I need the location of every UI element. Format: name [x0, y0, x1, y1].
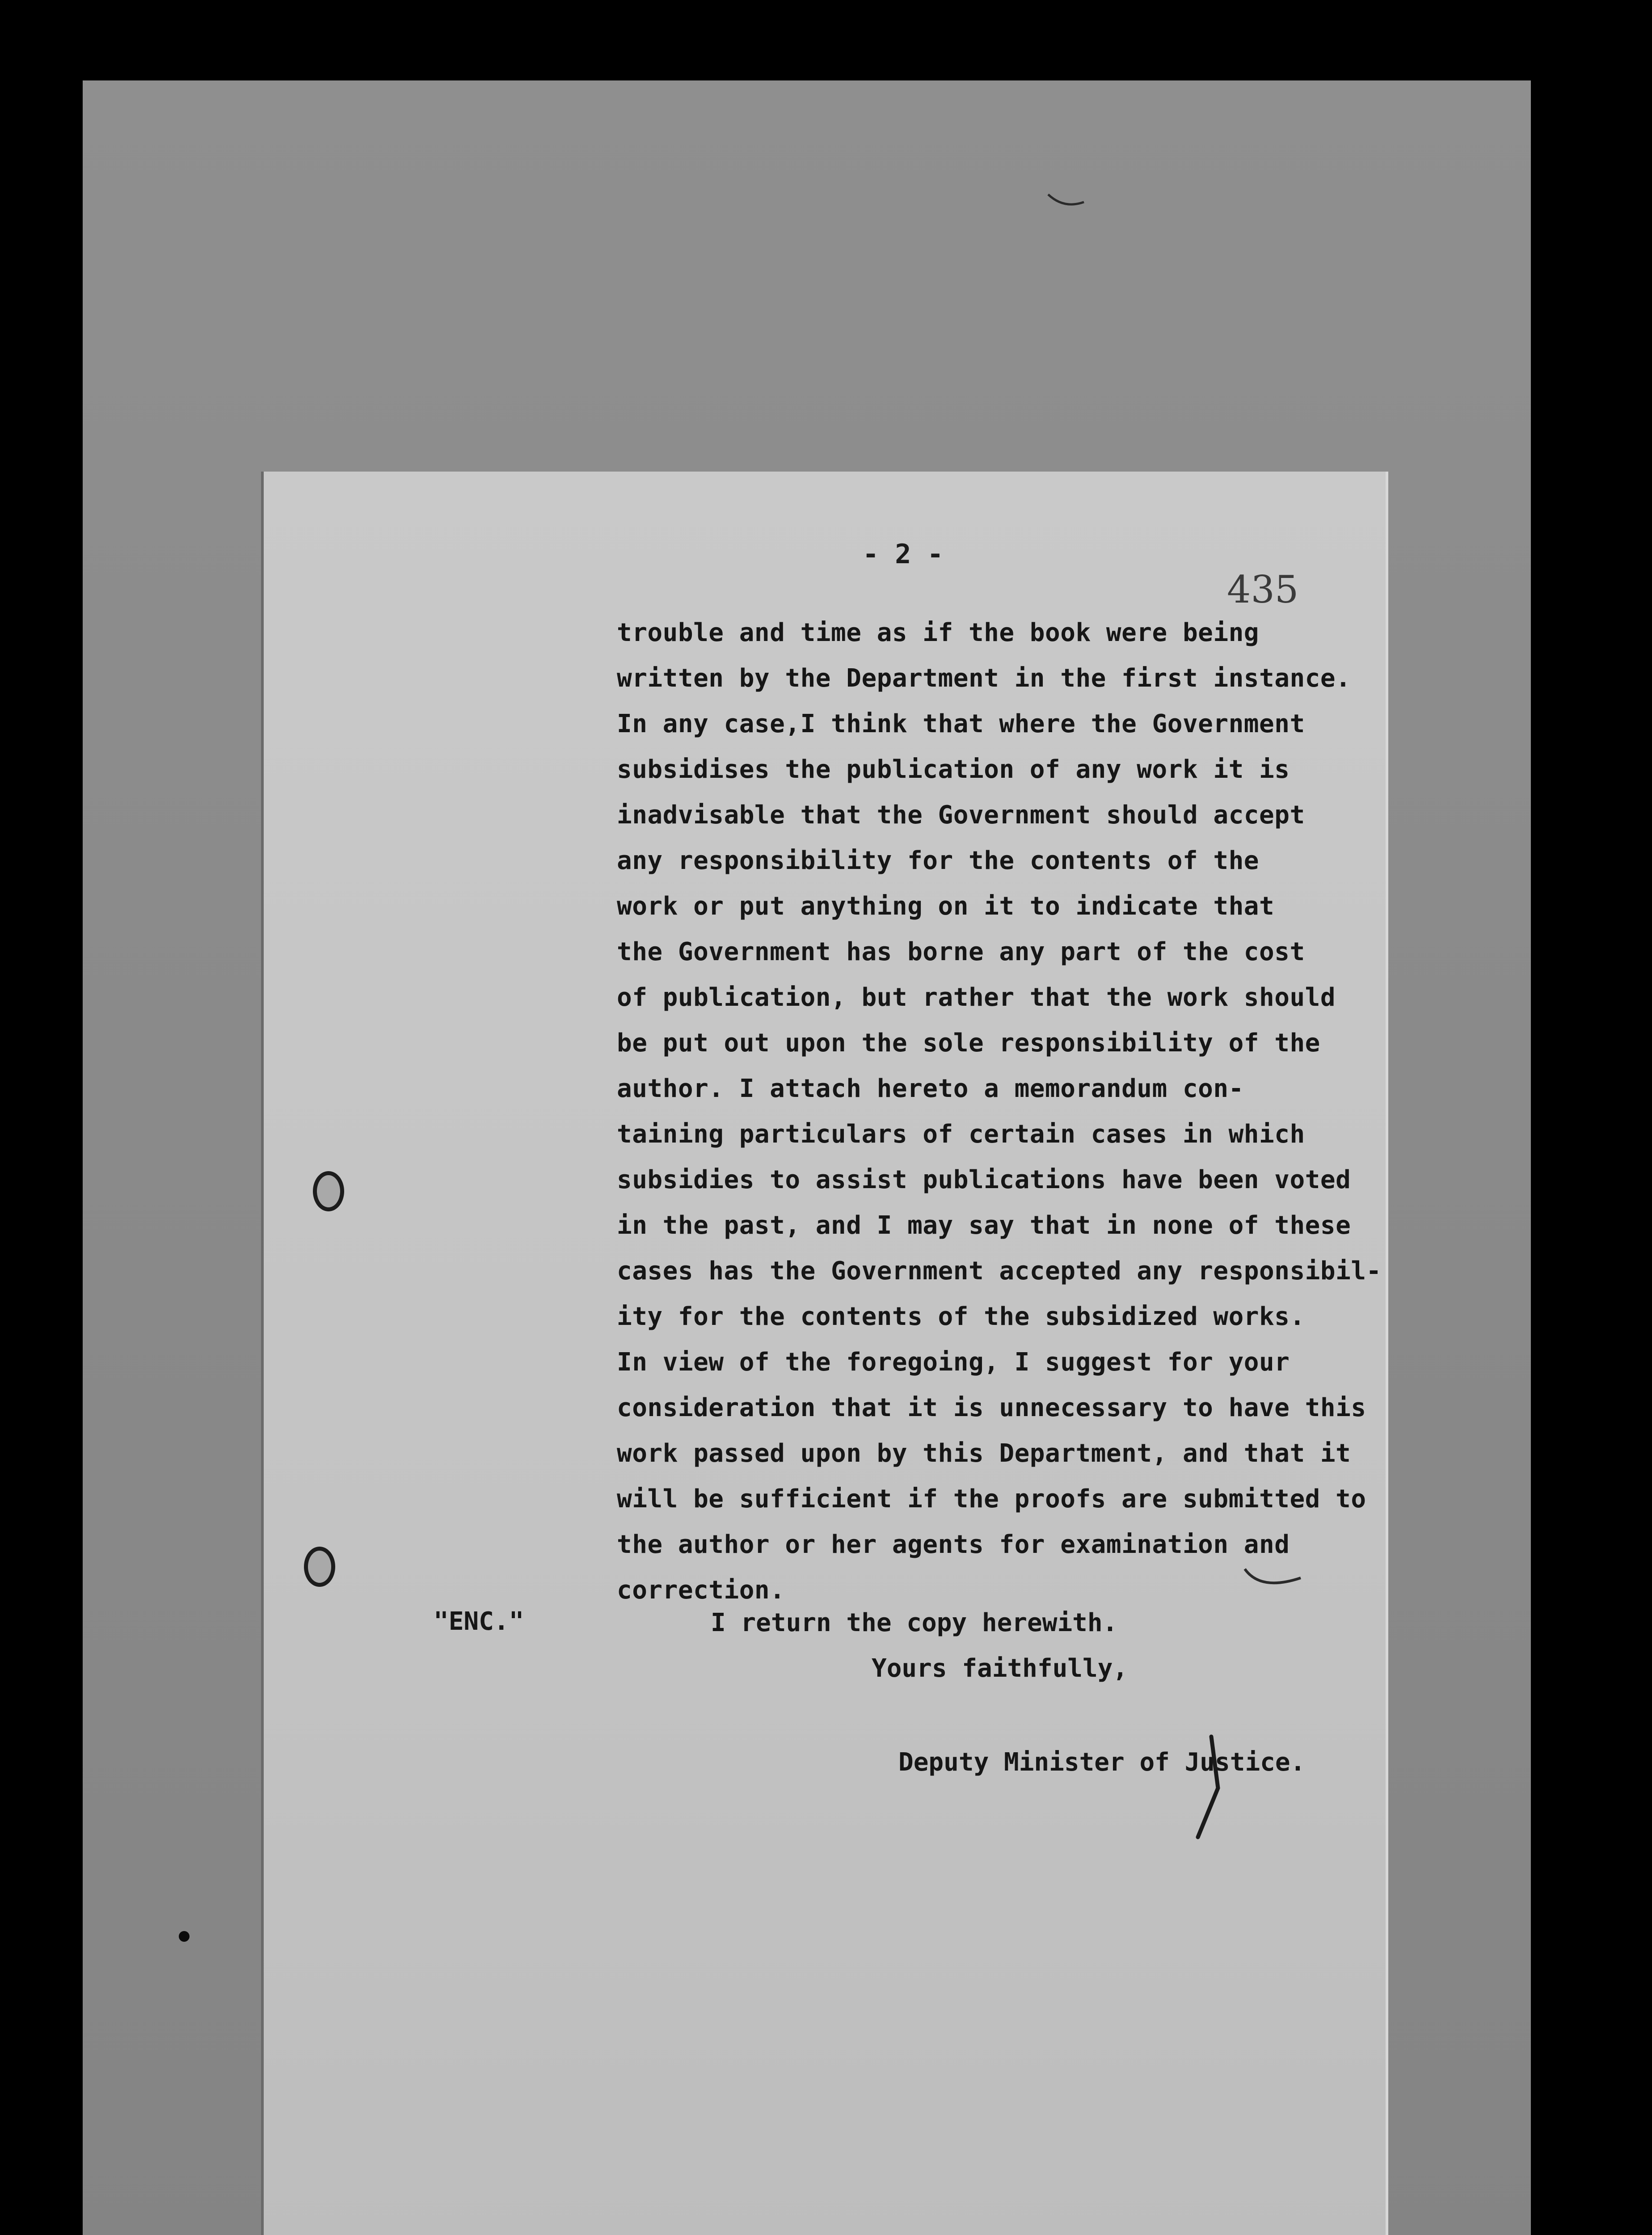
body-line: taining particulars of certain cases in which — [617, 1120, 1305, 1149]
body-line: the author or her agents for examination and — [617, 1530, 1290, 1559]
body-line: trouble and time as if the book were being — [617, 618, 1260, 647]
body-line: In view of the foregoing, I suggest for your — [617, 1348, 1290, 1377]
body-line: the Government has borne any part of the cost — [617, 937, 1305, 966]
body-line: any responsibility for the contents of the — [617, 846, 1260, 875]
page-number: - 2 - — [863, 539, 944, 570]
body-line: written by the Department in the first instance. — [617, 664, 1351, 693]
ink-dot — [179, 1931, 190, 1942]
body-line: of publication, but rather that the work should — [617, 983, 1336, 1012]
body-line: be put out upon the sole responsibility of the — [617, 1029, 1320, 1058]
body-line: work passed upon by this Department, and that it — [617, 1439, 1351, 1468]
body-line: inadvisable that the Government should accept — [617, 801, 1305, 830]
body-line: will be sufficient if the proofs are submitted to — [617, 1484, 1366, 1514]
body-line: consideration that it is unnecessary to have this — [617, 1393, 1366, 1422]
body-line: author. I attach hereto a memorandum con- — [617, 1074, 1244, 1103]
body-line: correction. — [617, 1576, 785, 1605]
punch-hole — [304, 1547, 335, 1587]
body-line: cases has the Government accepted any responsibil- — [617, 1257, 1382, 1286]
closing-salutation: Yours faithfully, — [872, 1654, 1128, 1683]
letter-body — [617, 610, 1382, 1613]
body-line: In any case,I think that where the Government — [617, 709, 1305, 738]
body-line: ity for the contents of the subsidized works. — [617, 1302, 1305, 1331]
return-line: I return the copy herewith. — [711, 1608, 1118, 1637]
signature-line: Deputy Minister of Justice. — [898, 1748, 1306, 1777]
folio-number: 435 — [1227, 568, 1299, 611]
body-line: subsidies to assist publications have been voted — [617, 1165, 1351, 1194]
body-line: subsidises the publication of any work it is — [617, 755, 1290, 784]
enclosure-label: "ENC." — [434, 1607, 524, 1636]
punch-hole — [313, 1171, 344, 1211]
body-line: work or put anything on it to indicate that — [617, 892, 1275, 921]
body-line: in the past, and I may say that in none of these — [617, 1211, 1351, 1240]
